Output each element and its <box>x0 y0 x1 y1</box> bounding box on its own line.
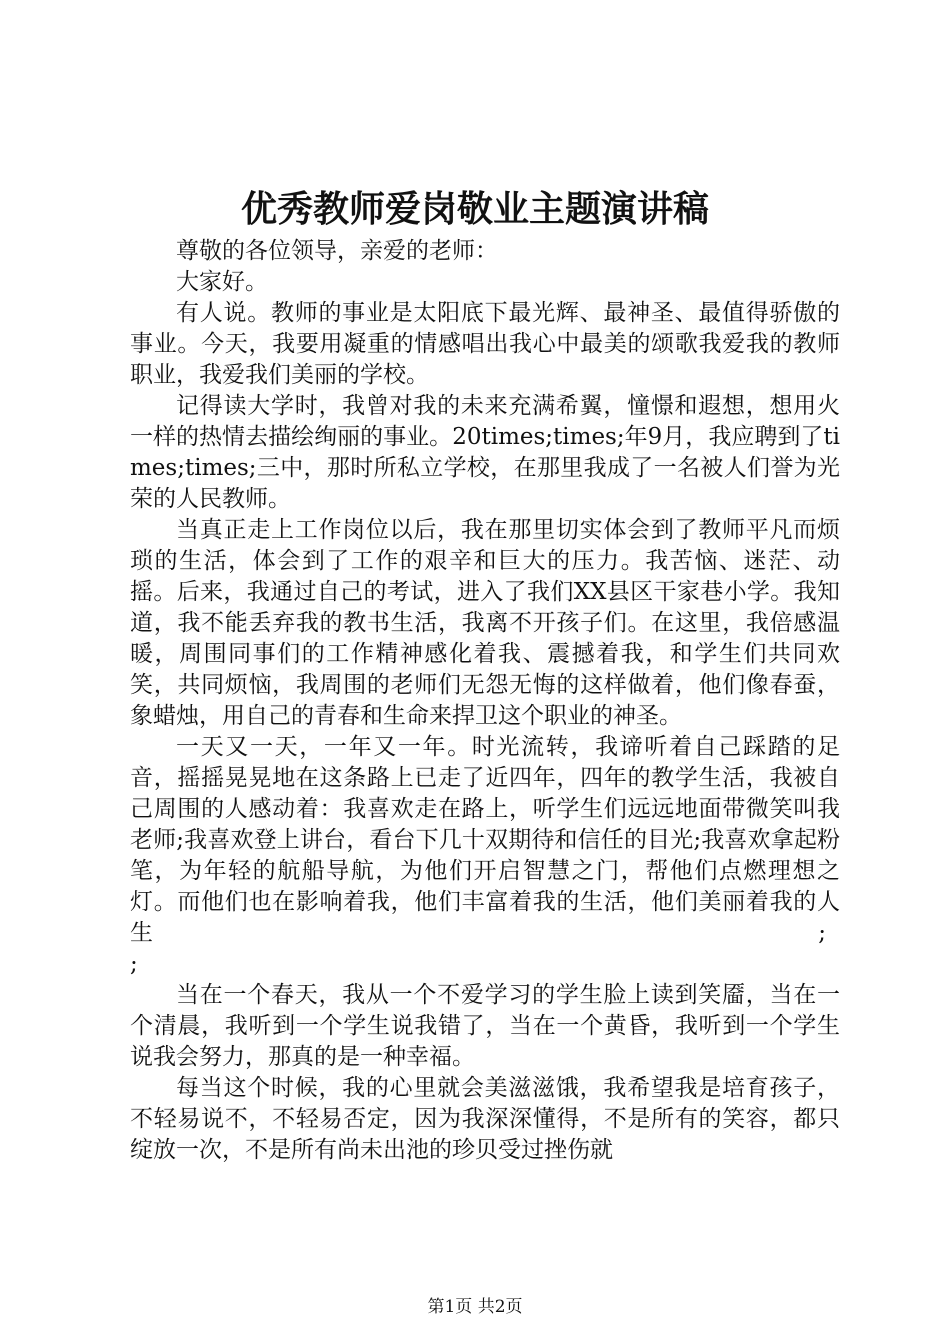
document-title: 优秀教师爱岗敬业主题演讲稿 <box>240 188 709 230</box>
semicolon-row <box>130 918 840 949</box>
salutation: 尊敬的各位领导，亲爱的老师： <box>176 238 498 264</box>
paragraph-3: 当真正走上工作岗位以后，我在那里切实体会到了教师平凡而烦琐的生活，体会到了工作的艰辛和巨大的压力。我苦恼、迷茫、动摇。后来，我通过自己的考试，进入了我们XX县区干家巷小学。我知道，我不能丢弃我的教书生活，我离不开孩子们。在这里，我倍感温暖，周围同事们的工作精神感化着我、震撼着我，和学生们共同欢笑，共同烦恼，我周围的老师们无怨无悔的这样做着，他们像春蚕，象蜡烛，用自己的青春和生命来捍卫这个职业的神圣。 <box>130 517 840 729</box>
paragraph-1: 有人说。教师的事业是太阳底下最光辉、最神圣、最值得骄傲的事业。今天，我要用凝重的情感唱出我心中最美的颂歌我爱我的教师职业，我爱我们美丽的学校。 <box>130 300 840 388</box>
greeting: 大家好。 <box>176 269 268 295</box>
paragraph-4-text: 一天又一天，一年又一年。时光流转，我谛听着自己踩踏的足音，摇摇晃晃地在这条路上已走了近四年，四年的教学生活，我被自己周围的人感动着：我喜欢走在路上，听学生们远远地面带微笑叫我老师;我喜欢登上讲台，看台下几十双期待和信任的目光;我喜欢拿起粉笔，为年轻的航船导航，为他们开启智慧之门，帮他们点燃理想之灯。而他们也在影响着我，他们丰富着我的生活，他们美丽着我的人生 <box>130 734 840 946</box>
paragraph-6: 每当这个时候，我的心里就会美滋滋饿，我希望我是培育孩子，不轻易说不，不轻易否定，因为我深深懂得，不是所有的笑容，都只绽放一次，不是所有尚未出池的珍贝受过挫伤就 <box>130 1075 840 1163</box>
semicolon-left: ; <box>130 951 138 977</box>
page-footer: 第1页 共2页 <box>427 1297 523 1317</box>
semicolon-row-2 <box>130 949 840 980</box>
semicolon-right: ; <box>818 920 826 946</box>
document-body <box>130 236 840 1166</box>
paragraph-5: 当在一个春天，我从一个不爱学习的学生脸上读到笑靥，当在一个清晨，我听到一个学生说我错了，当在一个黄昏，我听到一个学生说我会努力，那真的是一种幸福。 <box>130 982 840 1070</box>
paragraph-2: 记得读大学时，我曾对我的未来充满希翼，憧憬和遐想，想用火一样的热情去描绘绚丽的事业。20times;times;年9月，我应聘到了times;times;三中，那时所私立学校，在那里我成了一名被人们誉为光荣的人民教师。 <box>130 393 840 512</box>
paragraph-4 <box>130 732 840 949</box>
